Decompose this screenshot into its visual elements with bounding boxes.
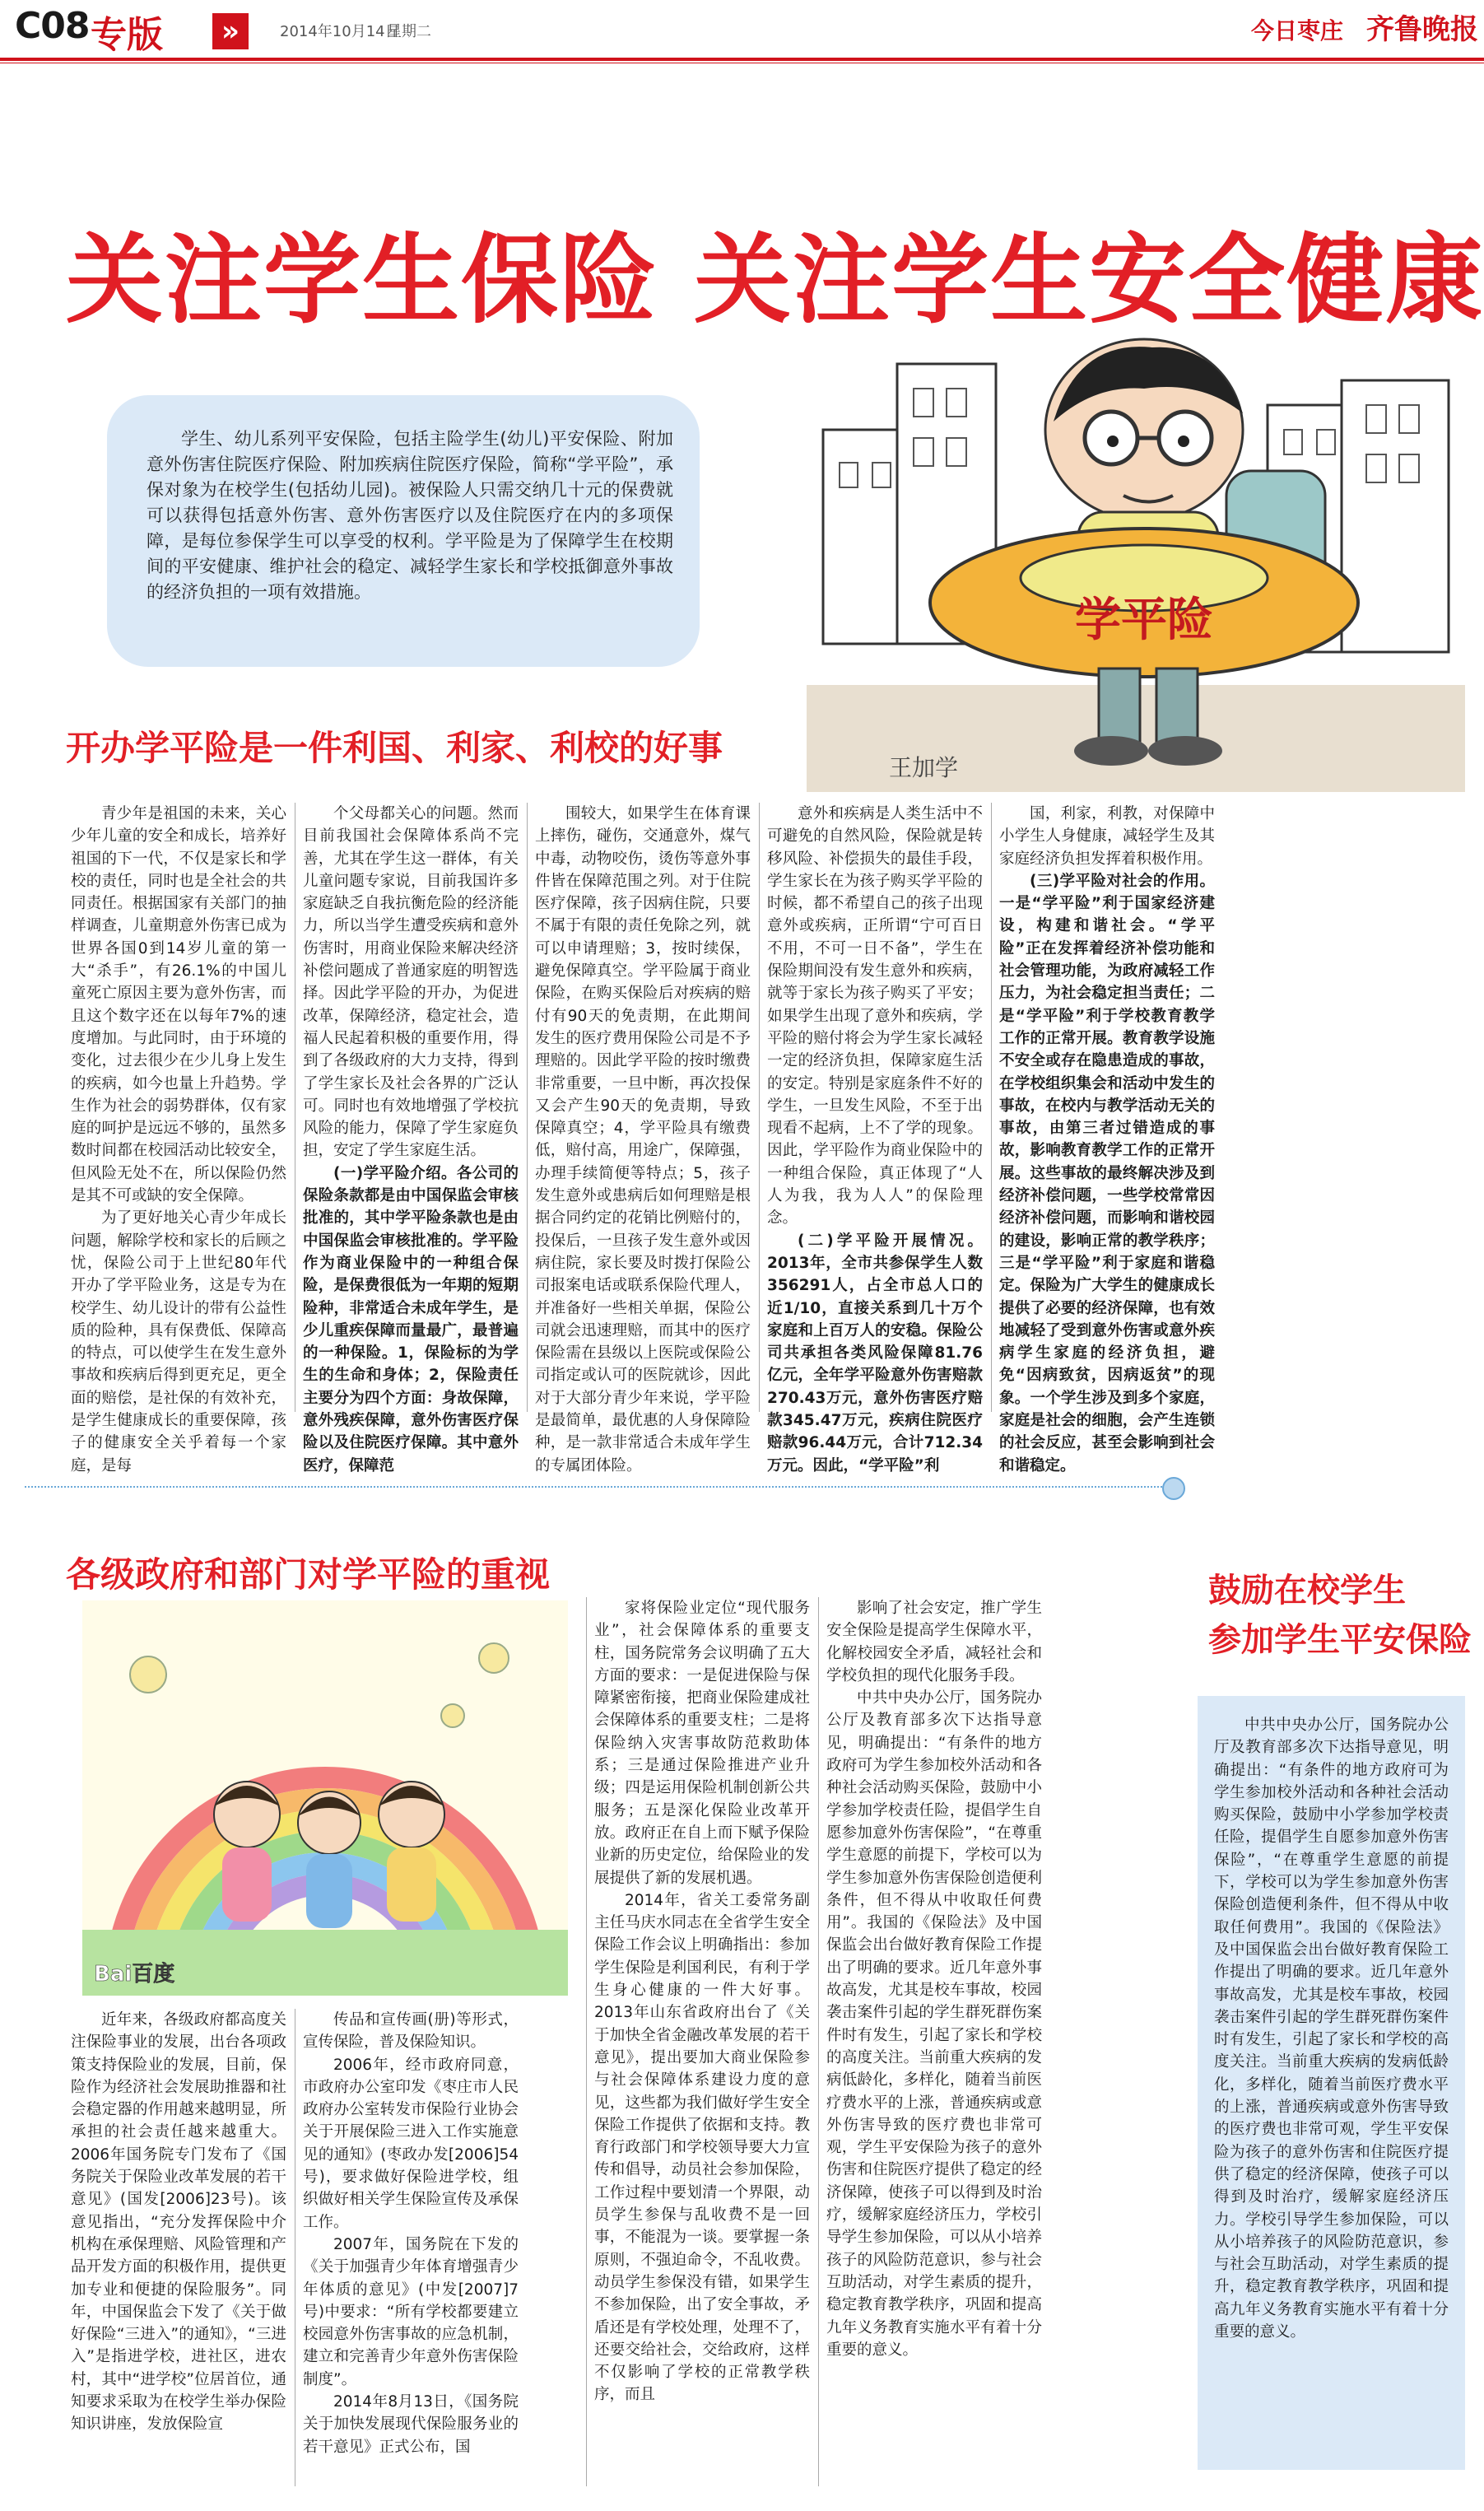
sidebar-text [1214,1714,1449,2455]
divider-dot-icon [1162,1477,1185,1500]
paragraph: 近年来，各级政府都高度关注保险事业的发展，出台各项政策支持保险业的发展，目前，保险作为经济社会发展助推器和社会稳定器的作用越来越明显，所承担的社会责任越来越重大。2006年国务院专门发布了《国务院关于保险业改革发展的若干意见》(国发[2006]23号)。该意见指出，“充分发挥保险中介机构在承保理赔、风险管理和产品开发方面的积极作用，提供更加专业和便捷的保险服务”。同年，中国保监会下发了《关于做好保险“三进入”的通知》，“三进入”是指进学校，进社区，进农村，其中“进学校”位居首位，通知要求采取为在校学生举办保险知识讲座，发放保险宣 [71,2011,286,2434]
section-divider [25,1486,1169,1488]
article-column [303,2009,519,2486]
section-heading: 各级政府和部门对学平险的重视 [66,1554,551,1595]
article-column [826,1597,1042,2486]
paragraph: 2006年，经市政府同意，市政府办公室印发《枣庄市人民政府办公室转发市保险行业协会关于开展保险三进入工作实施意见的通知》(枣政办发[2006]54号)，要求做好保险进学校，组织做好相关学生保险宣传及承保工作。 [303,2056,519,2231]
newspaper-logo: 齐鲁晚报 [1366,13,1478,46]
paragraph: 中共中央办公厅，国务院办公厅及教育部多次下达指导意见，明确提出：“有条件的地方政府可为学生参加校外活动和各种社会活动购买保险，鼓励中小学参加学校责任险，提倡学生自愿参加意外伤害保险”，“在尊重学生意愿的前提下，学校可以为学生参加意外伤害保险创造便利条件，但不得从中收取任何费用”。我国的《保险法》及中国保监会出台做好教育保险工作提出了明确的要求。近几年意外事故高发，尤其是校车事故，校园袭击案件引起的学生群死群伤案件时有发生，引起了家长和学校的高度关注。当前重大疾病的发病低龄化，多样化，随着当前医疗费水平的上涨，普通疾病或意外伤害导致的医疗费也非常可观，学生平安保险为孩子的意外伤害和住院医疗提供了稳定的经济保障，使孩子可以得到及时治疗，缓解家庭经济压力。学校引导学生参加保险，可以从小培养孩子的风险防范意识，参与社会互助活动，对学生素质的提升，稳定教育教学秩序，巩固和提高九年义务教育实施水平有着十分重要的意义。 [1214,1717,1449,2341]
paragraph: 围较大，如果学生在体育课上摔伤，碰伤，交通意外，煤气中毒，动物咬伤，烫伤等意外事件皆在保障范围之列。对于住院医疗保障，孩子因病住院，只要不属于有限的责任免除之列，就可以申请理赔；3，按时续保，避免保障真空。学平险属于商业保险，在购买保险后对疾病的赔付有90天的免责期，在此期间发生的医疗费用保险公司是不予理赔的。因此学平险的按时缴费非常重要，一旦中断，再次投保又会产生90天的免责期，导致保障真空；4，学平险具有缴费低，赔付高，用途广，保障强，办理手续简便等特点；5，孩子发生意外或患病后如何理赔是根据合同约定的花销比例赔付的，投保后，一旦孩子发生意外或因病住院，家长要及时拨打保险公司报案电话或联系保险代理人，并准备好一些相关单据，保险公司就会迅速理赔，而其中的医疗保险需在县级以上医院或保险公司指定或认可的医院就诊，因此对于大部分青少年来说，学平险是最简单，最优惠的人身保障险种，是一款非常适合未成年学生的专属团体险。 [535,805,751,1474]
column-rule [759,803,760,1412]
ring-label: 学平险 [1075,594,1213,647]
paragraph: (三)学平险对社会的作用。一是“学平险”利于国家经济建设，构建和谐社会。“学平险”正在发挥着经济补偿功能和社会管理功能，为政府减轻工作压力，为社会稳定担当责任；二是“学平险”利于学校教育教学工作的正常开展。教育教学设施不安全或存在隐患造成的事故，在学校组织集会和活动中发生的事故，在校内与教学活动无关的事故，由第三者过错造成的事故，影响教育教学工作的正常开展。这些事故的最终解决涉及到经济补偿问题，一些学校常常因经济补偿问题，而影响和谐校园的建设，影响正常的教学秩序；三是“学平险”利于家庭和谐稳定。保险为广大学生的健康成长提供了必要的经济保障，也有效地减轻了受到意外伤害或意外疾病学生家庭的经济负担，避免“因病致贫，因病返贫”的现象。一个学生涉及到多个家庭，家庭是社会的细胞，会产生连锁的社会反应，甚至会影响到社会和谐稳定。 [999,872,1215,1474]
article-column [535,803,751,1474]
intro-text: 学生、幼儿系列平安保险，包括主险学生(幼儿)平安保险、附加意外伤害住院医疗保险、附加疾病住院医疗保险，简称“学平险”，承保对象为在校学生(包括幼儿园)。被保险人只需交纳几十元的保费就可以获得包括意外伤害、意外伤害医疗以及住院医疗在内的多项保障，是每位参保学生可以享受的权利。学平险是为了保障学生在校期间的平安健康、维护社会的稳定、减轻学生家长和学校抵御意外事故的经济负担的一项有效措施。 [147,429,673,602]
paragraph: 2014年8月13日，《国务院关于加快发展现代保险服务业的若干意见》正式公布，国 [303,2393,519,2456]
sidebar-heading-line1: 鼓励在校学生 [1208,1572,1406,1610]
paragraph: 个父母都关心的问题。然而目前我国社会保障体系尚不完善，尤其在学生这一群体，有关儿童问题专家说，目前我国许多家庭缺乏自我抗衡危险的经济能力，所以当学生遭受疾病和意外伤害时，用商业保险来解决经济补偿问题成了普通家庭的明智选择。因此学平险的开办，为促进改革，保障经济，稳定社会，造福人民起着积极的重要作用，得到了各级政府的大力支持，得到了学生家长及社会各界的广泛认可。同时也有效地增强了学校抗风险的能力，保障了学生家庭负担，安定了学生家庭生活。 [303,805,519,1160]
double-arrow-icon: » [212,13,249,49]
paragraph: 青少年是祖国的未来，关心少年儿童的安全和成长，培养好祖国的下一代，不仅是家长和学校的责任，同时也是全社会的共同责任。根据国家有关部门的抽样调查，儿童期意外伤害已成为世界各国0到14岁儿童的第一大“杀手”，有26.1%的中国儿童死亡原因主要为意外伤害，而且这个数字还在以每年7%的速度增加。与此同时，由于环境的变化，过去很少在少儿身上发生的疾病，如今也量上升趋势。学生作为社会的弱势群体，仅有家庭的呵护是远远不够的，虽然多数时间都在校园活动比较安全，但风险无处不在，所以保险仍然是其不可或缺的安全保障。 [71,805,286,1205]
paragraph: 意外和疾病是人类生活中不可避免的自然风险，保险就是转移风险、补偿损失的最佳手段，学生家长在为孩子购买学平险的时候，都不希望自己的孩子出现意外或疾病，正所谓“宁可百日不用，不可一日不备”，学生在保险期间没有发生意外和疾病，就等于家长为孩子购买了平安；如果学生出现了意外和疾病，学平险的赔付将会为学生家长减轻一定的经济负担，保障家庭生活的安定。特别是家庭条件不好的学生，一旦发生风险，不至于出现看不起病，上不了学的现象。因此，学平险作为商业保险中的一种组合保险，真正体现了“人人为我，我为人人”的保险理念。 [767,805,983,1228]
paragraph: 2007年，国务院在下发的《关于加强青少年体育增强青少年体质的意见》(中发[2007]7号)中要求：“所有学校都要建立校园意外伤害事故的应急机制，建立和完善青少年意外伤害保险制度”。 [303,2235,519,2388]
column-rule [991,803,992,1412]
sidebar-heading-line2: 参加学生平安保险 [1208,1621,1472,1659]
header-rule [0,58,1484,61]
paragraph: 国，利家，利教，对保障中小学生人身健康，减轻学生及其家庭经济负担发挥着积极作用。 [999,805,1215,868]
column-rule [527,803,528,1412]
paragraph: 中共中央办公厅，国务院办公厅及教育部多次下达指导意见，明确提出：“有条件的地方政府可为学生参加校外活动和各种社会活动购买保险，鼓励中小学参加学校责任险，提倡学生自愿参加意外伤害保险”，“在尊重学生意愿的前提下，学校可以为学生参加意外伤害保险创造便利条件，但不得从中收取任何费用”。我国的《保险法》及中国保监会出台做好教育保险工作提出了明确的要求。近几年意外事故高发，尤其是校车事故，校园袭击案件引起的学生群死群伤案件时有发生，引起了家长和学校的高度关注。当前重大疾病的发病低龄化，多样化，随着当前医疗费水平的上涨，普通疾病或意外伤害导致的医疗费也非常可观，学生平安保险为孩子的意外伤害和住院医疗提供了稳定的经济保障，使孩子可以得到及时治疗，缓解家庭经济压力，学校引导学生参加保险，可以从小培养孩子的风险防范意识，参与社会互助活动，对学生素质的提升，稳定教育教学秩序，巩固和提高九年义务教育实施水平有着十分重要的意义。 [826,1689,1042,2359]
article-column [767,803,983,1474]
article-column [999,803,1215,1474]
section-heading: 开办学平险是一件利国、利家、利校的好事 [66,728,723,768]
issue-weekday: 星期二 [387,23,431,40]
artist-signature: 王加学 [889,754,959,781]
column-rule [818,1597,819,2486]
edition-name: 今日枣庄 [1251,17,1344,44]
paragraph: 2014年，省关工委常务副主任马庆水同志在全省学生安全保险工作会议上明确指出：参加学生保险是利国利民，有利于学生身心健康的一件大好事。2013年山东省政府出台了《关于加快全省金融改革发展的若干意见》，提出要加大商业保险参与社会保障体系建设力度的意见，这些都为我们做好学生安全保险工作提供了依据和支持。教育行政部门和学校领导要大力宣传和倡导，动员社会参加保险，工作过程中要划清一个界限，动员学生参保与乱收费不是一回事，不能混为一谈。要掌握一条原则，不强迫命令，不乱收费。动员学生参保没有错，如果学生不参加保险，出了安全事故，矛盾还是有学校处理，处理不了，还要交给社会，交给政府，这样不仅影响了学校的正常教学秩序，而且 [594,1891,810,2404]
column-rule [586,1597,587,2486]
image-watermark: Bai百度 [94,1962,175,1987]
section-tag: 专版 [91,14,163,56]
article-column [71,2009,286,2486]
paragraph: 传品和宣传画(册)等形式，宣传保险，普及保险知识。 [303,2011,519,2052]
rainbow-children-image [82,1600,568,1996]
page-code: C08 [15,5,90,47]
paragraph: (二)学平险开展情况。2013年，全市共参保学生人数356291人，占全市总人口的近1/10，直接关系到几十万个家庭和上百万人的安稳。保险公司共承担各类风险保障81.76亿元，全年学平险意外伤害赔款270.43万元，意外伤害医疗赔款345.47万元，疾病住院医疗赔款96.44万元，合计712.34万元。因此，“学平险”利 [767,1232,983,1474]
article-column [303,803,519,1474]
paragraph: 影响了社会安定，推广学生安全保险是提高学生保障水平，化解校园安全矛盾，减轻社会和学校负担的现代化服务手段。 [826,1600,1042,1684]
paragraph: (一)学平险介绍。各公司的保险条款都是由中国保监会审核批准的，其中学平险条款也是由中国保监会审核批准的。学平险作为商业保险中的一种组合保险，是保费很低为一年期的短期险种，非常适合未成年学生，是少儿重疾保障而量最广，最普遍的一种保险。1，保险标的为学生的生命和身体；2，保险责任主要分为四个方面：身故保障，意外残疾保障，意外伤害医疗保险以及住院医疗保障。其中意外医疗，保障范 [303,1164,519,1474]
cartoon-illustration [807,331,1465,792]
article-column [71,803,286,1474]
paragraph: 为了更好地关心青少年成长问题，解除学校和家长的后顾之忧，保险公司于上世纪80年代开办了学平险业务，这是专为在校学生、幼儿设计的带有公益性质的险种，具有保费低、保障高的特点，可以使学生在发生意外事故和疾病后得到更充足，更全面的赔偿，是社保的有效补充，是学生健康成长的重要保障，孩子的健康安全关乎着每一个家庭，是每 [71,1209,286,1474]
article-column [594,1597,810,2486]
issue-date: 2014年10月14日 [280,23,400,40]
page-headline: 关注学生保险 关注学生安全健康 [66,223,1484,337]
paragraph: 家将保险业定位“现代服务业”，社会保障体系的重要支柱，国务院常务会议明确了五大方面的要求：一是促进保险与保障紧密衔接，把商业保险建成社会保障体系的重要支柱；二是将保险纳入灾害事故防范救助体系；三是通过保险推进产业升级；四是运用保险机制创新公共服务；五是深化保险业改革开放。政府正在自上而下赋予保险业新的历史定位，给保险业的发展提供了新的发展机遇。 [594,1600,810,1887]
